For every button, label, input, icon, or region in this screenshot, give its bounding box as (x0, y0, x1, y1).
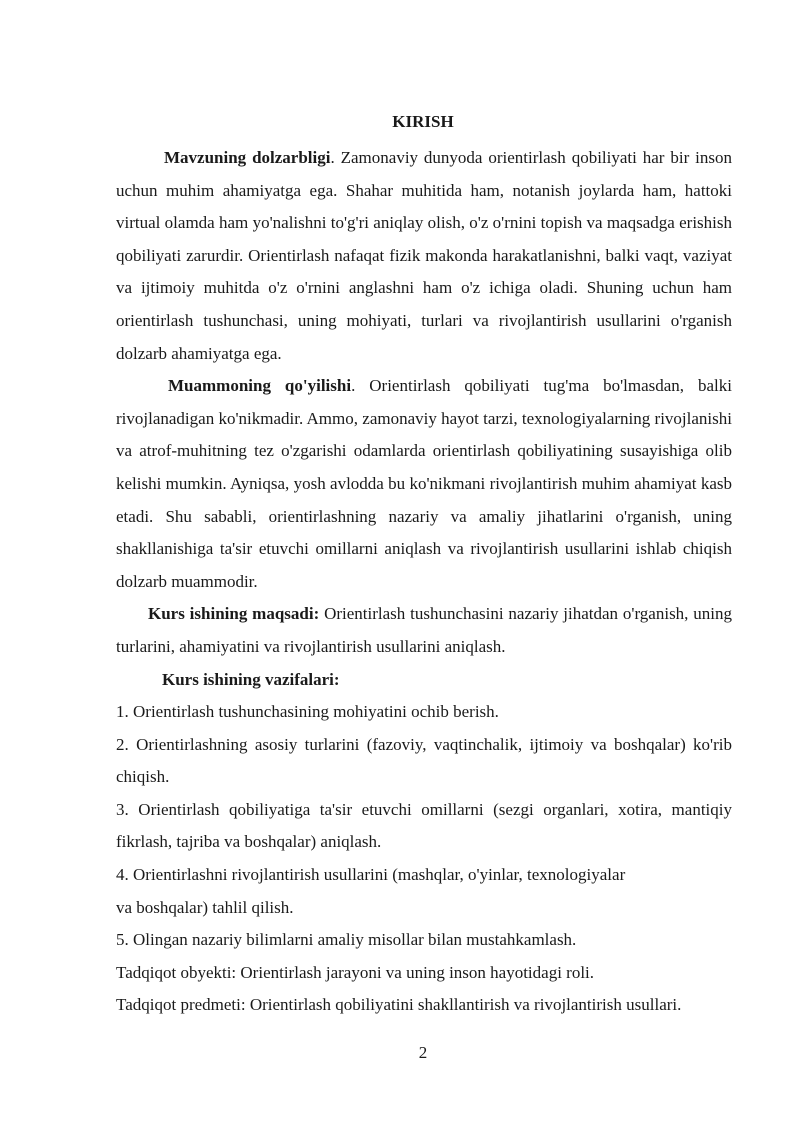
task-item: 3. Orientirlash qobiliyatiga ta'sir etuvchi omillarni (sezgi organlari, xotira, mantiqiy fikrlash, tajriba va boshqalar) aniqlash. (116, 799, 732, 852)
research-object-line: Tadqiqot obyekti: Orientirlash jarayoni va uning inson hayotidagi roli. (116, 962, 595, 982)
task-item: 4. Orientirlashni rivojlantirish usullarini (mashqlar, o'yinlar, texnologiyalar (116, 865, 626, 885)
relevance-paragraph (116, 142, 732, 370)
goal-heading: Kurs ishining maqsadi: (148, 604, 320, 624)
section-title: KIRISH (392, 112, 454, 131)
task-item: 5. Olingan nazariy bilimlarni amaliy misollar bilan mustahkamlash. (116, 930, 577, 950)
goal-paragraph (116, 598, 732, 663)
relevance-text: . Zamonaviy dunyoda orientirlash qobiliyati har bir inson uchun muhim ahamiyatga ega. Shahar muhitida ham, notanish joylarda ham, hattoki virtual olamda ham yo'nalishni to'g'ri aniqlay olish, o'z o'rnini topish va maqsadga erishish qobiliyati zarurdir. Orientirlash nafaqat fizik makonda harakatlanishni, balki vaqt, vaziyat va ijtimoiy muhitda o'z o'rnini anglashni ham o'z ichiga oladi. Shuning uchun ham orientirlash tushunchasi, uning mohiyati, turlari va rivojlantirish usullarini o'rganish dolzarb ahamiyatga ega. (116, 148, 732, 363)
research-subject-line: Tadqiqot predmeti: Orientirlash qobiliyatini shakllantirish va rivojlantirish usullari. (116, 995, 682, 1015)
task-item: 1. Orientirlash tushunchasining mohiyatini ochib berish. (116, 702, 499, 722)
document-body (116, 142, 732, 1022)
tasks-heading-paragraph (116, 664, 732, 697)
task-item-continuation: va boshqalar) tahlil qilish. (116, 897, 294, 917)
page-number: 2 (418, 1043, 428, 1062)
relevance-heading: Mavzuning dolzarbligi (164, 148, 331, 167)
goal-text: Orientirlash tushunchasini nazariy jihatdan o'rganish, uning turlarini, ahamiyatini va rivojlantirish usullarini aniqlash. (116, 604, 732, 656)
problem-heading: Muammoning qo'yilishi (168, 376, 352, 396)
tasks-heading: Kurs ishining vazifalari: (162, 669, 340, 689)
problem-paragraph (116, 370, 732, 598)
problem-text: . Orientirlash qobiliyati tug'ma bo'lmasdan, balki rivojlanadigan ko'nikmadir. Ammo, zamonaviy hayot tarzi, texnologiyalarning rivojlanishi va atrof-muhitning tez o'zgarishi odamlarda orientirlash qobiliyatining susayishiga olib kelishi mumkin. Ayniqsa, yosh avlodda bu ko'nikmani rivojlantirish muhim ahamiyat kasb etadi. Shu sababli, orientirlashning nazariy va amaliy jihatlarini o'rganish, uning shakllanishiga ta'sir etuvchi omillarni aniqlash va rivojlantirish usullarini ishlab chiqish dolzarb muammodir. (116, 376, 732, 591)
task-item: 2. Orientirlashning asosiy turlarini (fazoviy, vaqtinchalik, ijtimoiy va boshqalar) ko'rib chiqish. (116, 734, 732, 787)
